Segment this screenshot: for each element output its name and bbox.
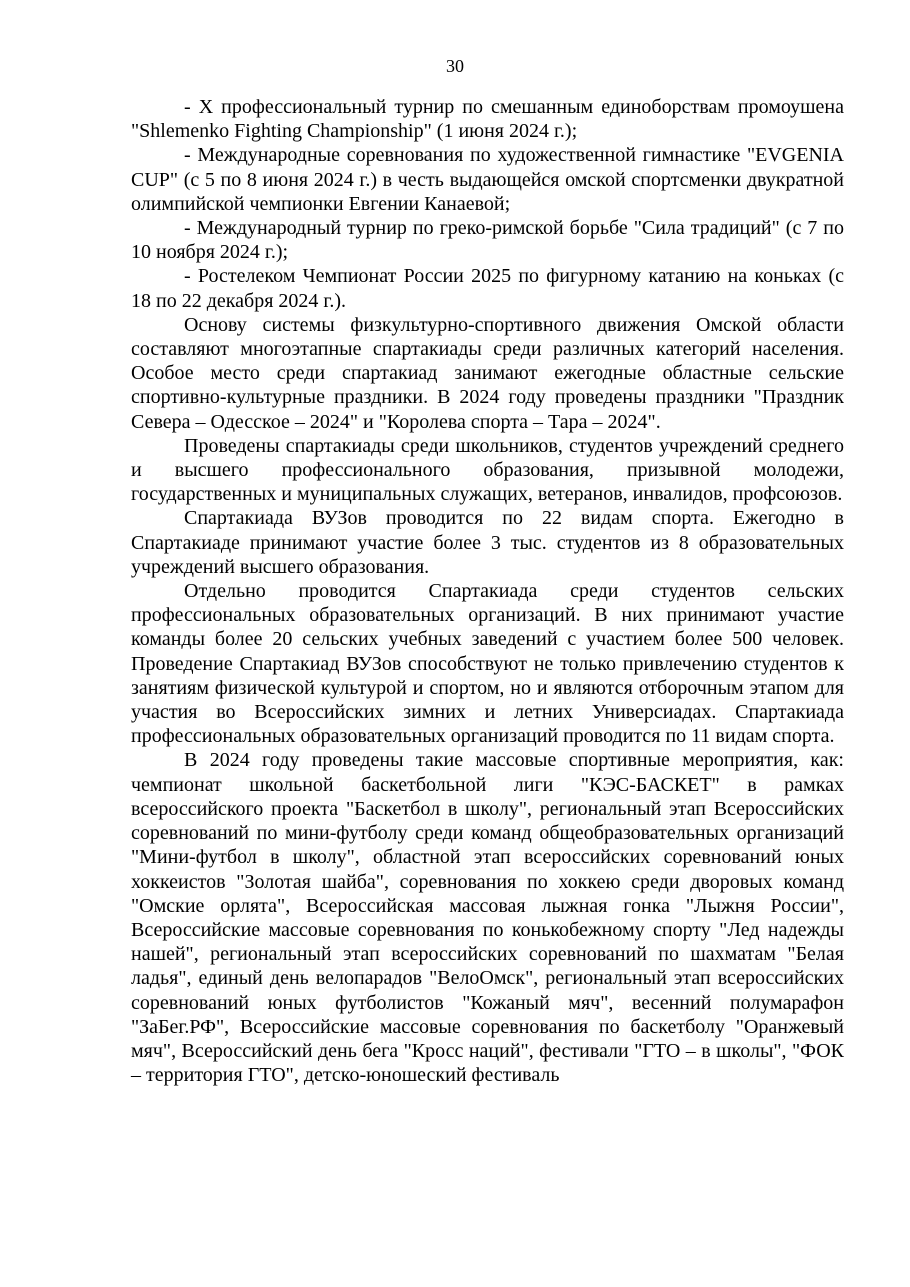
paragraph: Проведены спартакиады среди школьников, студентов учреждений среднего и высшего профессионального образования, призывной молодежи, государственных и муниципальных служащих, ветеранов, инвалидов, профсоюзов. <box>131 434 844 506</box>
list-item <box>131 143 844 216</box>
list-item <box>131 95 844 143</box>
list-item <box>131 264 844 312</box>
paragraph: Спартакиада ВУЗов проводится по 22 видам спорта. Ежегодно в Спартакиаде принимают участие более 3 тыс. студентов из 8 образовательных учреждений высшего образования. <box>131 507 844 578</box>
page-number: 30 <box>446 56 464 76</box>
list-dash: - <box>184 265 191 288</box>
list-dash: - <box>184 144 191 167</box>
list-dash: - <box>184 217 191 240</box>
list-item-text: Международные соревнования по художественной гимнастике "EVGENIA CUP" (с 5 по 8 июня 2024 г.) в честь выдающейся омской спортсменки двукратной олимпийской чемпионки Евгении Канаевой; <box>131 144 844 215</box>
list-item-text: X профессиональный турнир по смешанным единоборствам промоушена "Shlemenko Fighting Championship" (1 июня 2024 г.); <box>131 96 845 143</box>
list-dash: - <box>184 96 191 118</box>
list-item <box>131 216 844 264</box>
list-item-text: Ростелеком Чемпионат России 2025 по фигурному катанию на коньках (с 18 по 22 декабря 2024 г.). <box>131 265 845 312</box>
paragraph: Отдельно проводится Спартакиада среди студентов сельских профессиональных образовательных организаций. В них принимают участие команды более 20 сельских учебных заведений с участием более 500 человек. Проведение Спартакиад ВУЗов способствуют не только привлечению студентов к занятиям физической культурой и спортом, но и являются отборочным этапом для участия во Всероссийских зимних и летних Универсиадах. Спартакиада профессиональных образовательных организаций проводится по 11 видам спорта. <box>131 580 844 748</box>
document-body <box>131 95 844 1087</box>
paragraph: В 2024 году проведены такие массовые спортивные мероприятия, как: чемпионат школьной баскетбольной лиги "КЭС-БАСКЕТ" в рамках всероссийского проекта "Баскетбол в школу", региональный этап Всероссийских соревнований по мини-футболу среди команд общеобразовательных организаций "Мини-футбол в школу", областной этап всероссийских соревнований юных хоккеистов "Золотая шайба", соревнования по хоккею среди дворовых команд "Омские орлята", Всероссийская массовая лыжная гонка "Лыжня России", Всероссийские массовые соревнования по конькобежному спорту "Лед надежды нашей", региональный этап всероссийских соревнований по шахматам "Белая ладья", единый день велопарадов "ВелоОмск", региональный этап всероссийских соревнований юных футболистов "Кожаный мяч", весенний полумарафон "ЗаБег.РФ", Всероссийские массовые соревнования по баскетболу "Оранжевый мяч", Всероссийский день бега "Кросс наций", фестивали "ГТО – в школы", "ФОК – территория ГТО", детско-юношеский фестиваль <box>131 749 844 1087</box>
list-item-text: Международный турнир по греко-римской борьбе "Сила традиций" (с 7 по 10 ноября 2024 г.); <box>131 217 844 264</box>
paragraph: Основу системы физкультурно-спортивного движения Омской области составляют многоэтапные спартакиады среди различных категорий населения. Особое место среди спартакиад занимают ежегодные областные сельские спортивно-культурные праздники. В 2024 году проведены праздники "Праздник Севера – Одесское – 2024" и "Королева спорта – Тара – 2024". <box>131 313 844 433</box>
